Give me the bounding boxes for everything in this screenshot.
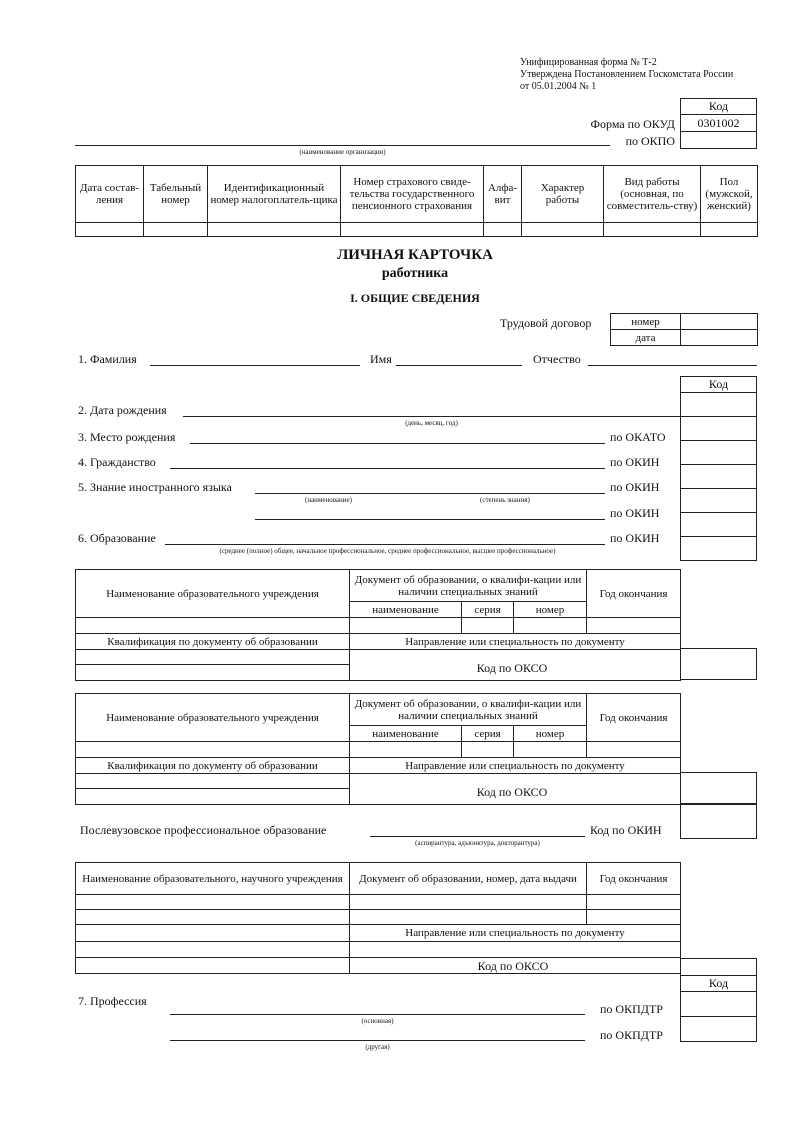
contract-number-value[interactable] [681, 314, 758, 330]
form-number: Унифицированная форма № Т-2 [520, 57, 657, 68]
okpo-label: по ОКПО [625, 134, 675, 148]
edu2-qual-header: Квалификация по документу об образовании [76, 758, 350, 774]
cell-sex[interactable] [701, 223, 758, 237]
edu1-doc-name: наименование [350, 602, 462, 618]
patronymic-label: Отчество [533, 352, 581, 366]
okpdtr2-value[interactable] [680, 1016, 757, 1042]
org-caption: (наименование организации) [299, 148, 386, 156]
birth-date-field[interactable] [183, 416, 680, 417]
patronymic-field[interactable] [588, 365, 757, 366]
citizenship-field[interactable] [170, 468, 605, 469]
edu1-spec-header: Направление или специальность по документу [350, 634, 681, 650]
pg-doc-value-2[interactable] [350, 910, 587, 925]
section-title: I. ОБЩИЕ СВЕДЕНИЯ [350, 291, 480, 305]
kod-cell-okin3[interactable] [680, 512, 757, 537]
edu2-number-value[interactable] [514, 742, 587, 758]
postgrad-okin-value[interactable] [680, 804, 757, 839]
lang-level-caption: (степень знания) [480, 496, 530, 504]
pg-year-value[interactable] [587, 895, 681, 910]
edu1-inst-value[interactable] [76, 618, 350, 634]
cell-alphabet[interactable] [484, 223, 522, 237]
col-alphabet: Алфа-вит [484, 166, 522, 223]
edu2-qual-value[interactable] [76, 774, 350, 789]
profession-label: 7. Профессия [78, 994, 147, 1008]
edu2-year-header: Год окончания [587, 694, 681, 742]
edu2-okso-value[interactable] [680, 772, 757, 804]
profession-other-caption: (другая) [365, 1043, 390, 1051]
edu1-name-value[interactable] [350, 618, 462, 634]
edu1-year-value[interactable] [587, 618, 681, 634]
edu2-doc-series: серия [462, 726, 514, 742]
language-field-2[interactable] [255, 519, 605, 520]
cell-work-kind[interactable] [604, 223, 701, 237]
pg-spec-header: Направление или специальность по документу [350, 925, 681, 942]
edu2-qual-value-2[interactable] [76, 789, 350, 805]
edu2-year-value[interactable] [587, 742, 681, 758]
okato-label: по ОКАТО [610, 430, 666, 444]
okin1-label: по ОКИН [610, 455, 660, 469]
education-caption: (среднее (полное) общее, начальное профессиональное, среднее профессиональное, высшее профессиональное) [219, 547, 556, 555]
approval-date: от 05.01.2004 № 1 [520, 81, 597, 92]
edu1-qual-value-2[interactable] [76, 665, 350, 681]
pg-inst-value-4[interactable] [76, 942, 350, 958]
col-work-kind: Вид работы (основная, по совместитель-ству) [604, 166, 701, 223]
cell-date[interactable] [76, 223, 144, 237]
card-title: ЛИЧНАЯ КАРТОЧКА [337, 247, 493, 263]
pg-year-header: Год окончания [587, 863, 681, 895]
education-field[interactable] [165, 544, 605, 545]
pg-inst-value[interactable] [76, 895, 350, 910]
edu2-spec-header: Направление или специальность по документу [350, 758, 681, 774]
card-subtitle: работника [381, 266, 449, 281]
edu-table-1 [75, 569, 681, 681]
birth-date-label: 2. Дата рождения [78, 403, 167, 417]
okpdtr2-label: по ОКПДТР [600, 1028, 663, 1042]
col-date: Дата состав-ления [76, 166, 144, 223]
edu2-inst-header: Наименование образовательного учреждения [76, 694, 350, 742]
edu1-qual-value[interactable] [76, 650, 350, 665]
profession-other-field[interactable] [170, 1040, 585, 1041]
name-label: Имя [370, 352, 392, 366]
okpo-value[interactable] [680, 131, 757, 149]
postgrad-okin-label: Код по ОКИН [590, 823, 662, 837]
edu-table-2 [75, 693, 681, 805]
col-snils: Номер страхового свиде-тельства государственного пенсионного страхования [341, 166, 484, 223]
pg-doc-header: Документ об образовании, номер, дата выдачи [350, 863, 587, 895]
profession-main-caption: (основная) [361, 1017, 394, 1025]
kod-cell-okin4[interactable] [680, 536, 757, 561]
pg-year-value-2[interactable] [587, 910, 681, 925]
edu2-name-value[interactable] [350, 742, 462, 758]
edu2-inst-value[interactable] [76, 742, 350, 758]
okin2-label: по ОКИН [610, 480, 660, 494]
col-work-type: Характер работы [522, 166, 604, 223]
okud-label: Форма по ОКУД [590, 117, 675, 131]
pg-inst-header: Наименование образовательного, научного учреждения [76, 863, 350, 895]
kod-cell-okin1[interactable] [680, 464, 757, 489]
edu2-doc-name: наименование [350, 726, 462, 742]
org-name-line[interactable] [75, 145, 610, 146]
postgrad-caption: (аспирантура, адъюнктура, докторантура) [415, 839, 540, 847]
okud-value[interactable]: 0301002 [680, 114, 757, 132]
edu1-series-value[interactable] [462, 618, 514, 634]
kod-cell-okin2[interactable] [680, 488, 757, 513]
name-field[interactable] [396, 365, 522, 366]
kod-cell-blank [680, 392, 757, 417]
col-sex: Пол (мужской, женский) [701, 166, 758, 223]
kod-cell-okato[interactable] [680, 440, 757, 465]
pg-inst-value-3[interactable] [76, 925, 350, 942]
cell-tabnum[interactable] [144, 223, 208, 237]
cell-inn[interactable] [208, 223, 341, 237]
edu1-qual-header: Квалификация по документу об образовании [76, 634, 350, 650]
contract-number-label: номер [611, 314, 681, 330]
edu1-okso-label: Код по ОКСО [350, 650, 681, 681]
edu2-series-value[interactable] [462, 742, 514, 758]
birth-date-caption: (день, месяц, год) [405, 419, 458, 427]
postgrad-label: Послевузовское профессиональное образование [80, 823, 327, 837]
pg-doc-value[interactable] [350, 895, 587, 910]
kod-cell-birthdate[interactable] [680, 416, 757, 441]
edu2-doc-number: номер [514, 726, 587, 742]
contract-label: Трудовой договор [500, 316, 592, 330]
col-inn: Идентификационный номер налогоплатель-щика [208, 166, 341, 223]
contract-table [610, 313, 758, 346]
okpdtr1-value[interactable] [680, 991, 757, 1017]
language-label: 5. Знание иностранного языка [78, 480, 232, 494]
edu1-doc-header: Документ об образовании, о квалифи-кации или наличии специальных знаний [350, 570, 587, 602]
birth-place-field[interactable] [190, 443, 605, 444]
postgrad-table [75, 862, 681, 974]
top-info-table [75, 165, 758, 237]
surname-field[interactable] [150, 365, 360, 366]
edu1-inst-header: Наименование образовательного учреждения [76, 570, 350, 618]
col-tabnum: Табельный номер [144, 166, 208, 223]
language-field[interactable] [255, 493, 605, 494]
edu1-doc-number: номер [514, 602, 587, 618]
profession-kod-header: Код [680, 975, 757, 992]
personal-kod-header: Код [680, 376, 757, 393]
pg-spec-value[interactable] [350, 942, 681, 958]
edu1-number-value[interactable] [514, 618, 587, 634]
education-label: 6. Образование [78, 531, 156, 545]
pg-inst-value-5[interactable] [76, 958, 350, 974]
okin3-label: по ОКИН [610, 506, 660, 520]
edu1-okso-value[interactable] [680, 648, 757, 680]
edu1-doc-series: серия [462, 602, 514, 618]
contract-date-label: дата [611, 330, 681, 346]
pg-okso-label: Код по ОКСО [350, 958, 681, 974]
kod-header: Код [680, 98, 757, 115]
profession-main-field[interactable] [170, 1014, 585, 1015]
edu2-okso-label: Код по ОКСО [350, 774, 681, 805]
edu1-year-header: Год окончания [587, 570, 681, 618]
contract-date-value[interactable] [681, 330, 758, 346]
cell-snils[interactable] [341, 223, 484, 237]
pg-okso-value[interactable] [680, 958, 757, 976]
surname-label: 1. Фамилия [78, 352, 137, 366]
citizenship-label: 4. Гражданство [78, 455, 156, 469]
edu2-doc-header: Документ об образовании, о квалифи-кации или наличии специальных знаний [350, 694, 587, 726]
okin4-label: по ОКИН [610, 531, 660, 545]
birth-place-label: 3. Место рождения [78, 430, 176, 444]
approval-line: Утверждена Постановлением Госкомстата России [520, 69, 734, 80]
okpdtr1-label: по ОКПДТР [600, 1002, 663, 1016]
cell-work-type[interactable] [522, 223, 604, 237]
postgrad-field[interactable] [370, 836, 585, 837]
pg-inst-value-2[interactable] [76, 910, 350, 925]
lang-name-caption: (наименование) [305, 496, 352, 504]
